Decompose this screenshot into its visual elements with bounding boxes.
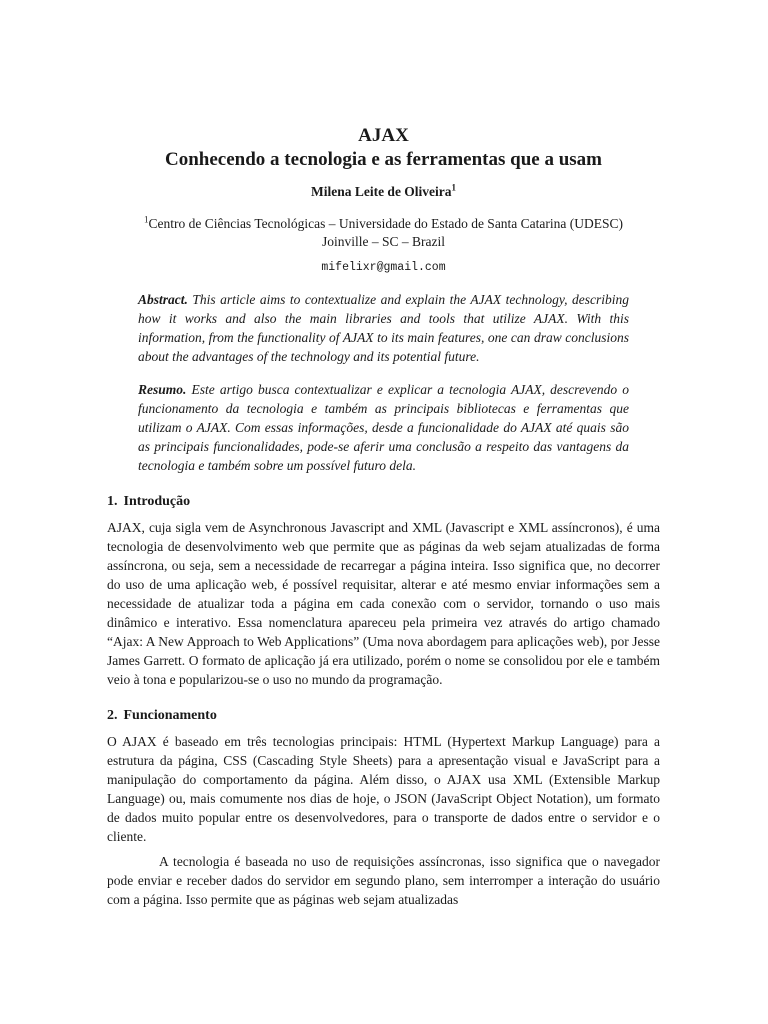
resumo-label: Resumo. xyxy=(138,382,187,397)
affiliation-superscript: 1 xyxy=(143,214,149,225)
author-email: mifelixr@gmail.com xyxy=(321,261,446,274)
author-superscript: 1 xyxy=(451,182,457,193)
resumo-text: Este artigo busca contextualizar e explicar a tecnologia AJAX, descrevendo o funcionamento da tecnologia e também as principais bibliotecas e ferramentas que utilizam o AJAX. Com essas informações, desde a funcionalidade do AJAX até quais são as principais funcionalidades, pode-se aferir uma conclusão a respeito das vantagens da tecnologia e também sobre um possível futuro dela. xyxy=(138,382,629,473)
section-title: Introdução xyxy=(123,494,191,509)
abstract-text: This article aims to contextualize and explain the AJAX technology, describing how it works and also the main libraries and tools that utilize AJAX. With this information, from the functionality of AJAX to its main features, one can draw conclusions about the advantages of the technology and its potential future. xyxy=(138,292,630,364)
abstract-label: Abstract. xyxy=(138,292,188,307)
affiliation-line-1: Centro de Ciências Tecnológicas – Universidade do Estado de Santa Catarina (UDESC) xyxy=(148,216,624,231)
section-heading-funcionamento xyxy=(107,707,660,725)
paper-page xyxy=(107,124,660,909)
section-title: Funcionamento xyxy=(123,708,217,723)
title-line-2: Conhecendo a tecnologia e as ferramentas que a usam xyxy=(165,149,602,170)
author-text: Milena Leite de Oliveira xyxy=(310,184,452,199)
section-number: 1. xyxy=(107,494,118,509)
paragraph: AJAX, cuja sigla vem de Asynchronous Javascript and XML (Javascript e XML assíncronos), é uma tecnologia de desenvolvimento web que permite que as páginas da web sejam atualizadas de forma assíncrona, ou seja, sem a necessidade de recarregar a página inteira. Isso significa que, no decorrer do uso de uma aplicação web, é possível requisitar, alterar e até mesmo enviar informações sem a necessidade de atualizar toda a página em cada conexão com o servidor, tornando o uso mais dinâmico e interativo. Essa nomenclatura apareceu pela primeira vez através do artigo chamado “Ajax: A New Approach to Web Applications” (Uma nova abordagem para aplicações web), por Jesse James Garrett. O formato de aplicação já era utilizado, porém o nome se consolidou por ele e também veio à tona e popularizou-se o uso no mundo da programação. xyxy=(107,520,660,687)
section-number: 2. xyxy=(107,708,118,723)
title-line-1: AJAX xyxy=(358,125,409,146)
resumo-block xyxy=(138,380,629,475)
affiliation-line-2: Joinville – SC – Brazil xyxy=(322,234,445,249)
section-heading-introducao xyxy=(107,493,660,511)
affiliation xyxy=(107,215,660,251)
abstract-block xyxy=(138,290,629,366)
paragraph: A tecnologia é baseada no uso de requisições assíncronas, isso significa que o navegador pode enviar e receber dados do servidor em segundo plano, sem interromper a interação do usuário com a página. Isso permite que as páginas web sejam atualizadas xyxy=(107,854,660,907)
paper-title xyxy=(107,124,660,172)
author-name xyxy=(107,183,660,201)
paragraph: O AJAX é baseado em três tecnologias principais: HTML (Hypertext Markup Language) para a estrutura da página, CSS (Cascading Style Sheets) para a apresentação visual e JavaScript para a manipulação do comportamento da página. Além disso, o AJAX usa XML (Extensible Markup Language) ou, mais comumente nos dias de hoje, o JSON (JavaScript Object Notation), um formato de dados muito popular entre os desenvolvedores, para o transporte de dados entre o servidor e o cliente. xyxy=(107,734,660,844)
